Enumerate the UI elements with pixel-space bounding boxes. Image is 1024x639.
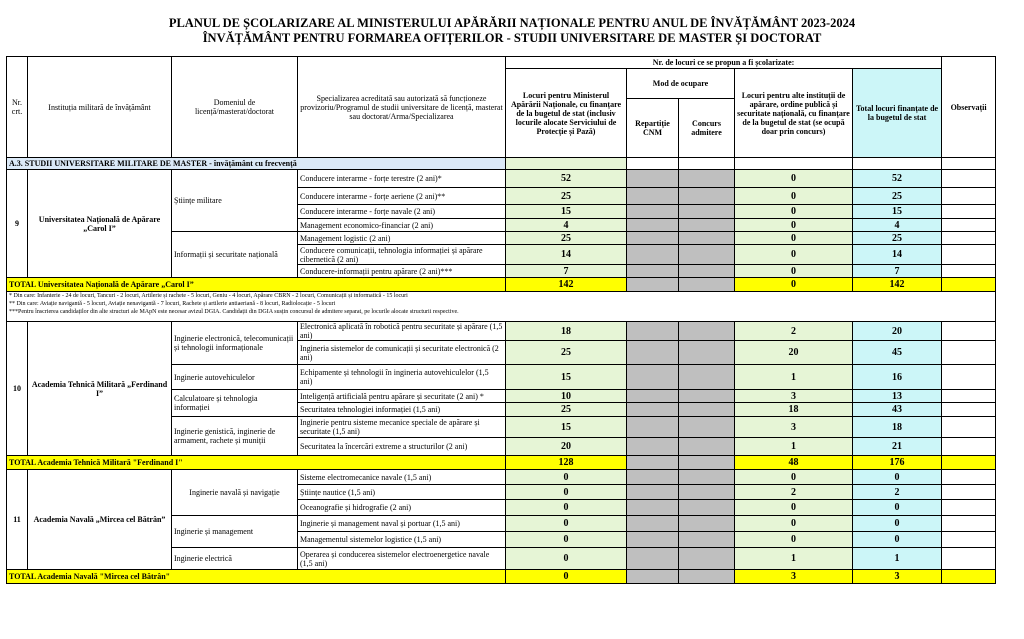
total-row: [7, 278, 996, 292]
total-row: [7, 570, 996, 584]
header-cnm: Repartiție CNM: [627, 99, 679, 158]
header-total-places: Total locuri finanțate de la bugetul de stat: [853, 69, 942, 158]
total-cell: 1: [853, 548, 942, 570]
total-total: 142: [853, 278, 942, 292]
specialization-cell: Sisteme electromecanice navale (1,5 ani): [298, 470, 506, 485]
total-label: TOTAL Academia Navală "Mircea cel Bătrân": [7, 570, 506, 584]
specialization-cell: Oceanografie și hidrografie (2 ani): [298, 500, 506, 516]
specialization-cell: Echipamente și tehnologii în ingineria autovehiculelor (1,5 ani): [298, 365, 506, 390]
total-total: 176: [853, 456, 942, 470]
document-title: PLANUL DE ȘCOLARIZARE AL MINISTERULUI APĂRĂRII NAȚIONALE PENTRU ANUL DE ÎNVĂȚĂMÂNT 2023-2024: [168, 16, 856, 30]
mapn-cell: 52: [506, 170, 627, 188]
total-row: [7, 456, 996, 470]
mapn-cell: 15: [506, 365, 627, 390]
total-cell: 52: [853, 170, 942, 188]
specialization-cell: Managementul sistemelor logistice (1,5 ani): [298, 532, 506, 548]
footnote-2: ** Din care: Aviație navigantă - 5 locuri, Aviație nenavigantă - 7 locuri, Rachete și artilerie antiaeriană - 8 locuri, Radiolocație - 5 locuri: [9, 301, 336, 307]
other-cell: 0: [735, 516, 853, 532]
total-mapn: 142: [506, 278, 627, 292]
footnote-3: ***Pentru înscrierea candidaților din alte structuri ale MApN este necesar avizul DGIA. Candidații din DGIA susțin concursul de admitere separat, pe locurile alocate structurii respective.: [9, 309, 459, 315]
mapn-cell: 14: [506, 245, 627, 265]
other-cell: 2: [735, 485, 853, 500]
specialization-cell: Management economico-financiar (2 ani): [298, 219, 506, 232]
mapn-cell: 15: [506, 205, 627, 219]
mapn-cell: 0: [506, 500, 627, 516]
total-other: 48: [735, 456, 853, 470]
other-cell: 1: [735, 548, 853, 570]
total-other: 3: [735, 570, 853, 584]
total-cell: 25: [853, 232, 942, 245]
total-cell: 13: [853, 390, 942, 403]
mapn-cell: 25: [506, 188, 627, 205]
other-cell: 0: [735, 205, 853, 219]
institution-name: Academia Navală „Mircea cel Bătrân”: [28, 470, 172, 570]
total-cell: 0: [853, 500, 942, 516]
total-cell: 14: [853, 245, 942, 265]
other-cell: 0: [735, 470, 853, 485]
specialization-cell: Conducere interarme - forțe terestre (2 ani)*: [298, 170, 506, 188]
mapn-cell: 20: [506, 438, 627, 456]
other-cell: 3: [735, 390, 853, 403]
specialization-cell: Inteligență artificială pentru apărare și securitate (2 ani) *: [298, 390, 506, 403]
other-cell: 0: [735, 500, 853, 516]
header-other-institutions: Locuri pentru alte instituții de apărare, ordine publică și securitate națională, cu finanțare de la bugetul de stat (se ocupă doar prin concurs): [735, 69, 853, 158]
header-exam: Concurs admitere: [679, 99, 735, 158]
domain-cell: Informații și securitate națională: [172, 232, 298, 278]
mapn-cell: 25: [506, 403, 627, 417]
section-title: A.3. STUDII UNIVERSITARE MILITARE DE MASTER - învățământ cu frecvență: [7, 158, 506, 170]
total-cell: 20: [853, 322, 942, 341]
header-mapn-places: Locuri pentru Ministerul Apărării Naționale, cu finanțare de la bugetul de stat (inclusiv locurile alocate Serviciului de Protecție și Pază): [506, 69, 627, 158]
specialization-cell: Management logistic (2 ani): [298, 232, 506, 245]
footnote-1: * Din care: Infanterie - 24 de locuri, Tancuri - 2 locuri, Artilerie și rachete - 5 locuri, Geniu - 4 locuri, Apărare CBRN - 2 locuri, Comunicații și informatică - 15 locuri: [9, 293, 408, 299]
specialization-cell: Electronică aplicată în robotică pentru securitate și apărare (1,5 ani): [298, 322, 506, 341]
domain-cell: Inginerie și management: [172, 516, 298, 548]
other-cell: 0: [735, 265, 853, 278]
institution-name: Academia Tehnică Militară „Ferdinand I”: [28, 322, 172, 456]
total-cell: 45: [853, 341, 942, 365]
total-cell: 0: [853, 470, 942, 485]
domain-cell: Științe militare: [172, 170, 298, 232]
domain-cell: Inginerie genistică, inginerie de armament, rachete și muniții: [172, 417, 298, 456]
mapn-cell: 0: [506, 548, 627, 570]
specialization-cell: Inginerie pentru sisteme mecanice speciale de apărare și securitate (1,5 ani): [298, 417, 506, 438]
other-cell: 1: [735, 365, 853, 390]
domain-cell: Inginerie navală și navigație: [172, 470, 298, 516]
mapn-cell: 10: [506, 390, 627, 403]
total-cell: 18: [853, 417, 942, 438]
mapn-cell: 25: [506, 341, 627, 365]
total-cell: 2: [853, 485, 942, 500]
total-cell: 25: [853, 188, 942, 205]
mapn-cell: 4: [506, 219, 627, 232]
other-cell: 2: [735, 322, 853, 341]
row-number: 11: [7, 470, 28, 570]
total-cell: 0: [853, 516, 942, 532]
other-cell: 1: [735, 438, 853, 456]
mapn-cell: 0: [506, 485, 627, 500]
domain-cell: Inginerie autovehiculelor: [172, 365, 298, 390]
total-mapn: 0: [506, 570, 627, 584]
table-row: [7, 470, 996, 485]
other-cell: 0: [735, 245, 853, 265]
other-cell: 0: [735, 219, 853, 232]
header-places: Nr. de locuri ce se propun a fi școlarizate:: [506, 57, 942, 69]
domain-cell: Calculatoare și tehnologia informației: [172, 390, 298, 417]
other-cell: 0: [735, 232, 853, 245]
other-cell: 0: [735, 170, 853, 188]
specialization-cell: Securitatea tehnologiei informației (1,5 ani): [298, 403, 506, 417]
row-number: 10: [7, 322, 28, 456]
header-observations: Observații: [942, 57, 996, 158]
header-domain: Domeniul de licență/masterat/doctorat: [172, 57, 298, 158]
total-cell: 16: [853, 365, 942, 390]
mapn-cell: 18: [506, 322, 627, 341]
total-label: TOTAL Universitatea Națională de Apărare „Carol I”: [7, 278, 506, 292]
specialization-cell: Conducere interarme - forțe aeriene (2 ani)**: [298, 188, 506, 205]
specialization-cell: Inginerie și management naval și portuar (1,5 ani): [298, 516, 506, 532]
table-row: [7, 322, 996, 341]
total-cell: 4: [853, 219, 942, 232]
other-cell: 3: [735, 417, 853, 438]
mapn-cell: 0: [506, 470, 627, 485]
row-number: 9: [7, 170, 28, 278]
other-cell: 0: [735, 188, 853, 205]
total-total: 3: [853, 570, 942, 584]
mapn-cell: 15: [506, 417, 627, 438]
institution-name: Universitatea Națională de Apărare „Carol I”: [28, 170, 172, 278]
total-cell: 21: [853, 438, 942, 456]
total-other: 0: [735, 278, 853, 292]
specialization-cell: Securitatea la încercări extreme a structurilor (2 ani): [298, 438, 506, 456]
other-cell: 20: [735, 341, 853, 365]
specialization-cell: Conducere-informații pentru apărare (2 ani)***: [298, 265, 506, 278]
schooling-plan-table: [6, 56, 996, 584]
total-cell: 43: [853, 403, 942, 417]
specialization-cell: Conducere interarme - forțe navale (2 ani): [298, 205, 506, 219]
specialization-cell: Conducere comunicații, tehnologia informației și apărare cibernetică (2 ani): [298, 245, 506, 265]
header-occupation-mode: Mod de ocupare: [627, 69, 735, 99]
header-nr: Nr. crt.: [7, 57, 28, 158]
specialization-cell: Științe nautice (1,5 ani): [298, 485, 506, 500]
header-specialization: Specializarea acreditată sau autorizată să funcționeze provizoriu/Programul de studii universitare de licență, masterat sau doctorat/Arma/Specializarea: [298, 57, 506, 158]
domain-cell: Inginerie electrică: [172, 548, 298, 570]
table-row: [7, 170, 996, 188]
specialization-cell: Operarea și conducerea sistemelor electroenergetice navale (1,5 ani): [298, 548, 506, 570]
specialization-cell: Ingineria sistemelor de comunicații și securitate electronică (2 ani): [298, 341, 506, 365]
total-cell: 0: [853, 532, 942, 548]
mapn-cell: 0: [506, 532, 627, 548]
total-mapn: 128: [506, 456, 627, 470]
total-cell: 15: [853, 205, 942, 219]
mapn-cell: 0: [506, 516, 627, 532]
footnotes-row: [7, 292, 996, 322]
header-institution: Instituția militară de învățământ: [28, 57, 172, 158]
total-cell: 7: [853, 265, 942, 278]
document-subtitle: ÎNVĂȚĂMÂNT PENTRU FORMAREA OFIȚERILOR - STUDII UNIVERSITARE DE MASTER ȘI DOCTORAT: [202, 31, 822, 45]
total-label: TOTAL Academia Tehnică Militară "Ferdinand I": [7, 456, 506, 470]
other-cell: 18: [735, 403, 853, 417]
other-cell: 0: [735, 532, 853, 548]
domain-cell: Inginerie electronică, telecomunicații și tehnologii informaționale: [172, 322, 298, 365]
mapn-cell: 25: [506, 232, 627, 245]
mapn-cell: 7: [506, 265, 627, 278]
